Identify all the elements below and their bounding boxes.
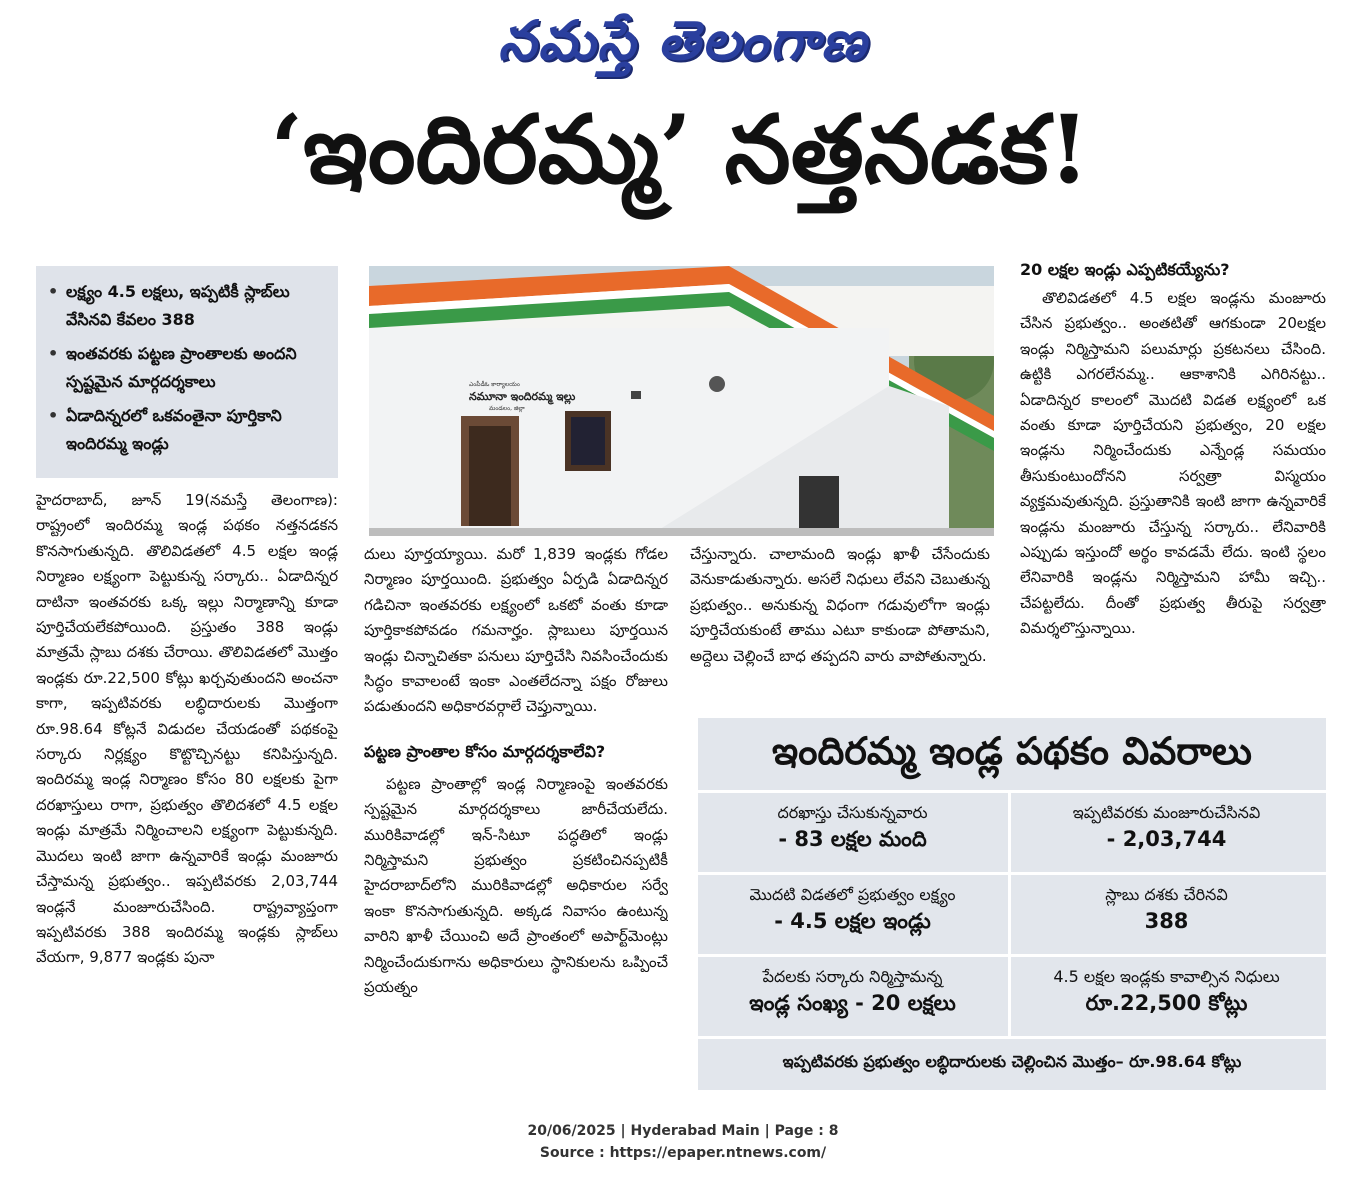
newspaper-masthead: నమస్తే తెలంగాణ	[498, 8, 868, 72]
article-column-4	[1020, 258, 1326, 710]
info-value: - 2,03,744	[1106, 827, 1227, 851]
info-label: దరఖాస్తు చేసుకున్నవారు	[777, 803, 928, 822]
article-column-2	[364, 542, 668, 1092]
footer-source: Source : https://epaper.ntnews.com/	[539, 1145, 827, 1161]
highlights-box	[36, 266, 338, 478]
info-label: 4.5 లక్షల ఇండ్లకు కావాల్సిన నిధులు	[1053, 967, 1280, 986]
info-cell	[1014, 964, 1319, 1042]
body-text: హైదరాబాద్, జూన్ 19(నమస్తే తెలంగాణ): రాష్ట్రంలో ఇందిరమ్మ ఇండ్ల పథకం నత్తనడకన కొనసాగుతున్నది. తొలివిడతలో 4.5 లక్షల ఇండ్ల నిర్మాణం లక్ష్యంగా పెట్టుకున్న సర్కారు.. ఏడాదిన్నర దాటినా ఇంతవరకు ఒక్క ఇల్లు నిర్మాణాన్ని కూడా పూర్తిచేయలేకపోయింది. ప్రస్తుతం 388 ఇండ్లు మాత్రమే స్లాబు దశకు చేరాయి. తొలివిడతలో మొత్తం ఇండ్లకు రూ.22,500 కోట్లు ఖర్చవుతుందని అంచనా కాగా, ఇప్పటివరకు లబ్ధిదారులకు మొత్తంగా రూ.98.64 కోట్లనే విడుదల చేయడంతో పథకంపై సర్కారు నిర్లక్ష్యం కొట్టొచ్చినట్టు కనిపిస్తున్నది. ఇందిరమ్మ ఇండ్ల నిర్మాణం కోసం 80 లక్షలకు పైగా దరఖాస్తులు రాగా, ప్రభుత్వం తొలిదశలో 4.5 లక్షల ఇండ్లు మాత్రమే నిర్మించాలని లక్ష్యంగా పెట్టుకున్నది. మొదలు ఇంటి జాగా ఉన్నవారికే ఇండ్లు మంజూరు చేస్తామన్న ప్రభుత్వం.. ఇప్పటివరకు 2,03,744 ఇండ్లనే మంజూరుచేసింది. రాష్ట్రవ్యాప్తంగా ఇప్పటివరకు 388 ఇందిరమ్మ ఇండ్లకు స్లాబ్‌లు వేయగా, 9,877 ఇండ్లకు పునా	[36, 491, 338, 967]
info-cell	[1014, 800, 1319, 878]
body-text: దులు పూర్తయ్యాయి. మరో 1,839 ఇండ్లకు గోడల నిర్మాణం పూర్తయింది. ప్రభుత్వం ఏర్పడి ఏడాదిన్నర గడిచినా ఇంతవరకు లక్ష్యంలో ఒకటో వంతు కూడా పూర్తికాకపోవడం గమనార్హం. స్లాబులు పూర్తయిన ఇండ్లు చిన్నాచితకా పనులు పూర్తిచేసి నివసించేందుకు సిద్ధం కావాలంటే ఇంకా ఎంతలేదన్నా పక్షం రోజులు పడుతుందని అధికారవర్గాలే చెప్తున్నాయి.	[364, 545, 668, 716]
info-value: ఇండ్ల సంఖ్య - 20 లక్షలు	[749, 991, 956, 1015]
article-column-3	[690, 542, 990, 712]
divider	[698, 790, 1326, 793]
house-photo	[369, 266, 994, 536]
article-column-1	[36, 488, 338, 1092]
section-subheading: 20 లక్షల ఇండ్లు ఎప్పటికయ్యేను?	[1020, 260, 1230, 279]
info-value: - 4.5 లక్షల ఇండ్లు	[774, 909, 931, 933]
info-value: 388	[1144, 909, 1189, 933]
info-cell	[700, 964, 1005, 1042]
highlight-item: • ఏడాదిన్నరలో ఒకవంతైనా పూర్తికాని ఇందిరమ్మ ఇండ్లు	[66, 402, 328, 458]
highlight-item: • లక్ష్యం 4.5 లక్షలు, ఇప్పటికీ స్లాబ్‌లు వేసినవి కేవలం 388	[66, 278, 328, 334]
info-value: - 83 లక్షల మంది	[778, 827, 927, 851]
body-text: పట్టణ ప్రాంతాల్లో ఇండ్ల నిర్మాణంపై ఇంతవరకు స్పష్టమైన మార్గదర్శకాలు జారీచేయలేదు. మురికివాడల్లో ఇన్-సిటూ పద్ధతిలో ఇండ్లు నిర్మిస్తామని ప్రభుత్వం ప్రకటించినప్పటికీ హైదరాబాద్‌లోని మురికివాడల్లో అధికారుల సర్వే ఇంకా కొనసాగుతున్నది. అక్కడ నివాసం ఉంటున్న వారిని ఖాళీ చేయించి అదే ప్రాంతంలో అపార్ట్‌మెంట్లు నిర్మించేందుకుగాను అధికారులు స్థానికులను ఒప్పించే ప్రయత్నం	[364, 774, 668, 997]
body-text: చేస్తున్నారు. చాలామంది ఇండ్లు ఖాళీ చేసేందుకు వెనుకాడుతున్నారు. అసలే నిధులు లేవని చెబుతున్న ప్రభుత్వం.. అనుకున్న విధంగా గడువులోగా ఇండ్లు పూర్తిచేయకుంటే తాము ఎటూ కాకుండా పోతామని, అద్దెలు చెల్లించే బాధ తప్పదని వారు వాపోతున్నారు.	[690, 545, 990, 665]
info-cell	[700, 800, 1005, 878]
info-label: మొదటి విడతలో ప్రభుత్వం లక్ష్యం	[749, 885, 956, 904]
sign-line-3: మండలం, జిల్లా	[489, 405, 525, 412]
info-value: రూ.22,500 కోట్లు	[1085, 991, 1248, 1015]
sign-line-1: ఎంపీడీఓ కార్యాలయం	[469, 381, 520, 388]
page-footer	[0, 1120, 1366, 1164]
info-label: స్లాబు దశకు చేరినవి	[1105, 885, 1228, 904]
highlight-item: • ఇంతవరకు పట్టణ ప్రాంతాలకు అందని స్పష్టమైన మార్గదర్శకాలు	[66, 340, 328, 396]
info-label: ఇప్పటివరకు మంజూరుచేసినవి	[1072, 803, 1261, 822]
section-subheading: పట్టణ ప్రాంతాల కోసం మార్గదర్శకాలేవి?	[364, 741, 606, 761]
info-box-title: ఇందిరమ్మ ఇండ్ల పథకం వివరాలు	[772, 728, 1252, 773]
footer-date-edition: 20/06/2025 | Hyderabad Main | Page : 8	[527, 1123, 839, 1139]
info-label: పేదలకు సర్కారు నిర్మిస్తామన్న	[762, 967, 943, 986]
info-total: ఇప్పటివరకు ప్రభుత్వం లబ్ధిదారులకు చెల్లించిన మొత్తం– రూ.98.64 కోట్లు	[782, 1052, 1242, 1071]
sign-line-2: నమూనా ఇందిరమ్మ ఇల్లు	[469, 390, 576, 403]
info-cell	[700, 882, 1005, 960]
scheme-details-box	[698, 718, 1326, 1090]
info-cell	[1014, 882, 1319, 960]
house-photo-illustration	[369, 266, 994, 536]
body-text: తొలివిడతలో 4.5 లక్షల ఇండ్లను మంజూరు చేసిన ప్రభుత్వం.. అంతటితో ఆగకుండా 20లక్షల ఇండ్లు నిర్మిస్తామని పలుమార్లు ప్రకటనలు చేసింది. ఉట్టికి ఎగరలేనమ్మ.. ఆకాశానికి ఎగిరినట్టు.. ఏడాదిన్నర కాలంలో మొదటి విడత లక్ష్యంలో ఒక వంతు కూడా పూర్తిచేయని ప్రభుత్వం, 20 లక్షల ఇండ్లను నిర్మించేందుకు ఎన్నేండ్ల సమయం తీసుకుంటుందోనని సర్వత్రా విస్మయం వ్యక్తమవుతున్నది. ప్రస్తుతానికి ఇంటి జాగా ఉన్నవారికే ఇండ్లను మంజూరు చేస్తున్న సర్కారు.. లేనివారికి ఎప్పుడు ఇస్తుందో అర్థం కావడమే లేదు. ఇంటి స్థలం లేనివారికి ఇండ్లను నిర్మిస్తామని హామీ ఇచ్చి.. చేపట్టలేదు. దీంతో ప్రభుత్వ తీరుపై సర్వత్రా విమర్శలొస్తున్నాయి.	[1020, 289, 1326, 638]
divider	[1008, 790, 1011, 1036]
article-headline: ‘ఇందిరమ్మ’ నత్తనడక!	[270, 95, 1090, 205]
